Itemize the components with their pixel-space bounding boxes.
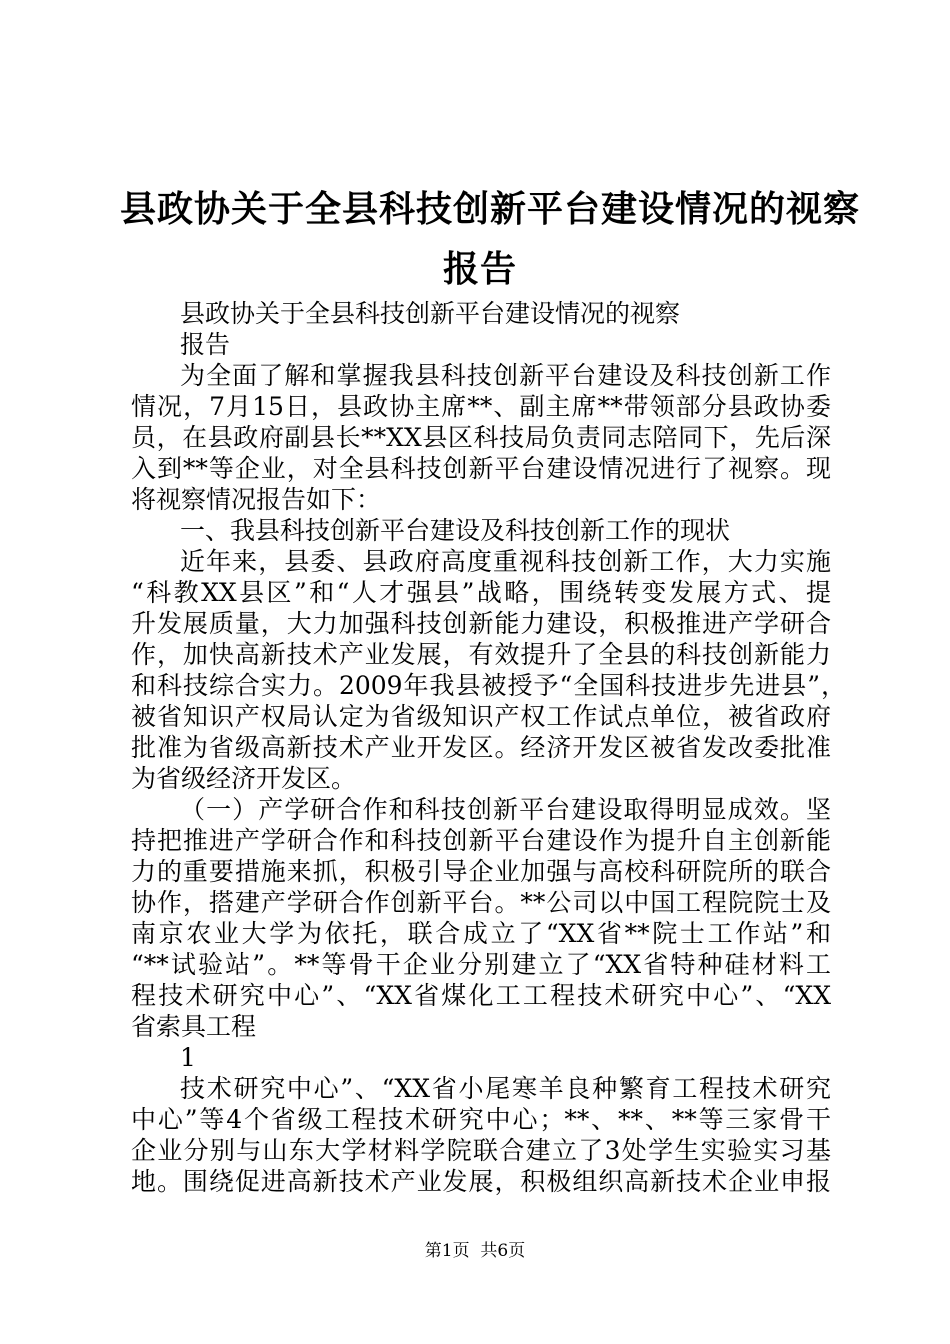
- paragraph-line: “**试验站”。**等骨干企业分别建立了“XX省特种硅材料工: [131, 950, 831, 979]
- paragraph-line: 持把推进产学研合作和科技创新平台建设作为提升自主创新能: [131, 826, 831, 855]
- paragraph-line: 和科技综合实力。2009年我县被授予“全国科技进步先进县”，: [131, 671, 846, 700]
- paragraph-line: 批准为省级高新技术产业开发区。经济开发区被省发改委批准: [131, 733, 831, 762]
- paragraph-line: 为省级经济开发区。: [131, 764, 357, 793]
- paragraph-line: 员，在县政府副县长**XX县区科技局负责同志陪同下，先后深: [131, 423, 831, 452]
- document-title-line-2: 报告: [442, 249, 517, 290]
- paragraph-line: “科教XX县区”和“人才强县”战略，围绕转变发展方式、提: [131, 578, 831, 607]
- paragraph-line: 省索具工程: [131, 1012, 257, 1041]
- paragraph-line: 升发展质量，大力加强科技创新能力建设，积极推进产学研合: [131, 609, 831, 638]
- inline-page-number: 1: [180, 1043, 196, 1072]
- section-heading: 一、我县科技创新平台建设及科技创新工作的现状: [180, 516, 731, 545]
- paragraph-line: 南京农业大学为依托，联合成立了“XX省**院士工作站”和: [131, 919, 831, 948]
- page-footer: 第1页 共6页: [424, 1241, 526, 1261]
- paragraph-line: 地。围绕促进高新技术产业发展，积极组织高新技术企业申报: [131, 1167, 831, 1196]
- paragraph-line: 被省知识产权局认定为省级知识产权工作试点单位，被省政府: [131, 702, 831, 731]
- paragraph-line: 中心”等4个省级工程技术研究中心；**、**、**等三家骨干: [131, 1105, 831, 1134]
- paragraph-line: 技术研究中心”、“XX省小尾寒羊良种繁育工程技术研究: [180, 1074, 831, 1103]
- paragraph-line: 将视察情况报告如下：: [131, 485, 382, 514]
- paragraph-line: 入到**等企业，对全县科技创新平台建设情况进行了视察。现: [131, 454, 831, 483]
- paragraph-line: 情况，7月15日，县政协主席**、副主席**带领部分县政协委: [131, 392, 831, 421]
- paragraph-line: 程技术研究中心”、“XX省煤化工工程技术研究中心”、“XX: [131, 981, 831, 1010]
- paragraph-line: 为全面了解和掌握我县科技创新平台建设及科技创新工作: [180, 361, 831, 390]
- paragraph-line: （一）产学研合作和科技创新平台建设取得明显成效。坚: [180, 795, 831, 824]
- paragraph-line: 协作，搭建产学研合作创新平台。**公司以中国工程院院士及: [131, 888, 831, 917]
- paragraph-line: 力的重要措施来抓，积极引导企业加强与高校科研院所的联合: [131, 857, 831, 886]
- paragraph-line: 作，加快高新技术产业发展，有效提升了全县的科技创新能力: [131, 640, 831, 669]
- paragraph-line: 近年来，县委、县政府高度重视科技创新工作，大力实施: [180, 547, 831, 576]
- subtitle-line-2: 报告: [180, 330, 231, 359]
- document-title-line-1: 县政协关于全县科技创新平台建设情况的视察: [120, 189, 861, 230]
- paragraph-line: 企业分别与山东大学材料学院联合建立了3处学生实验实习基: [131, 1136, 831, 1165]
- subtitle-line-1: 县政协关于全县科技创新平台建设情况的视察: [180, 299, 681, 328]
